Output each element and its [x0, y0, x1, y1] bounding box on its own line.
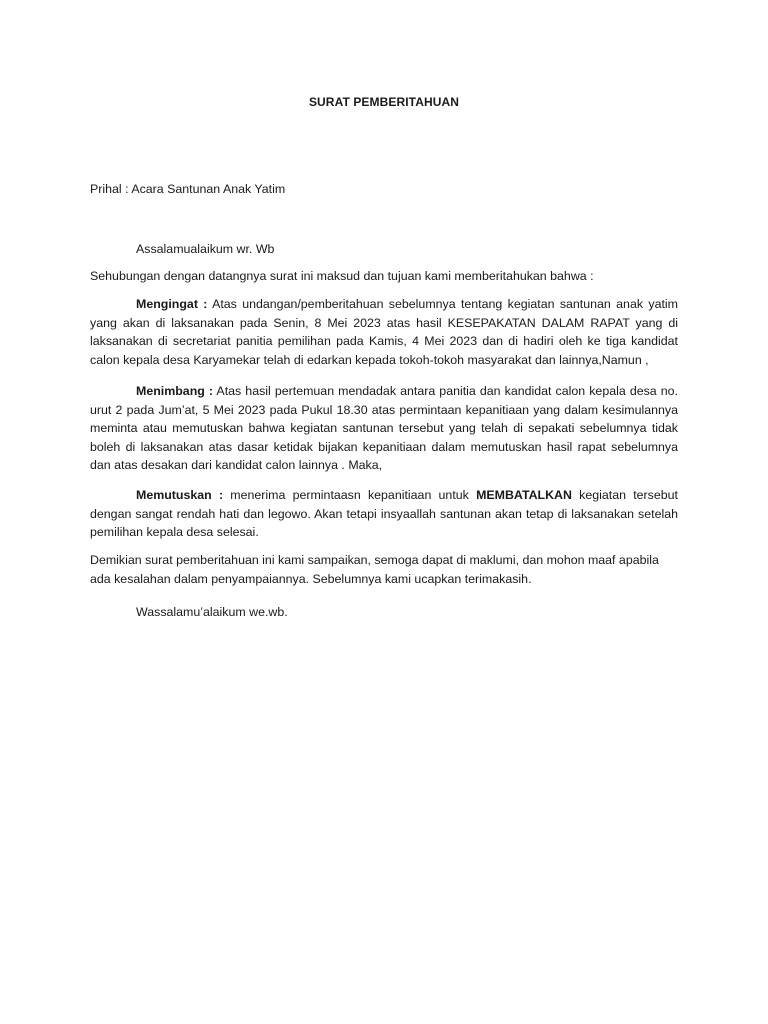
- memutuskan-text-before: menerima permintaasn kepanitiaan untuk: [223, 488, 477, 502]
- letter-title: SURAT PEMBERITAHUAN: [308, 95, 460, 109]
- memutuskan-text-after: kegiatan tersebut dengan sangat rendah hati dan legowo. Akan tetapi insyaallah santunan akan tetap di laksanakan setelah pemilihan kepala desa selesai.: [90, 488, 678, 539]
- letter-signoff: Wassalamu’alaikum we.wb.: [136, 605, 288, 619]
- letter-closing: Demikian surat pemberitahuan ini kami sampaikan, semoga dapat di maklumi, dan mohon maaf apabila ada kesalahan dalam penyampaiannya. Sebelumnya kami ucapkan terimakasih.: [90, 553, 659, 586]
- menimbang-text: Atas hasil pertemuan mendadak antara panitia dan kandidat calon kepala desa no. urut 2 pada Jum’at, 5 Mei 2023 pada Pukul 18.30 atas permintaan kepanitiaan yang dalam kesimulannya meminta atau memutuskan bahwa kegiatan santunan tersebut yang telah di sepakati sebelumnya tidak boleh di laksanakan atas dasar ketidak bijakan kepanitiaan dalam memutuskan hasil rapat sebelumnya dan atas desakan dari kandidat calon lainnya . Maka,: [90, 384, 678, 472]
- paragraph-mengingat: [90, 295, 678, 369]
- letter-intro: Sehubungan dengan datangnya surat ini maksud dan tujuan kami memberitahukan bahwa :: [90, 269, 594, 283]
- letter-subject: Prihal : Acara Santunan Anak Yatim: [90, 182, 286, 196]
- letter-greeting: Assalamualaikum wr. Wb: [136, 242, 275, 256]
- paragraph-menimbang: [90, 382, 678, 475]
- mengingat-label: Mengingat :: [136, 297, 208, 311]
- mengingat-text: Atas undangan/pemberitahuan sebelumnya tentang kegiatan santunan anak yatim yang akan di laksanakan pada Senin, 8 Mei 2023 atas hasil KESEPAKATAN DALAM RAPAT yang di laksanakan di secretariat panitia pemilihan pada Kamis, 4 Mei 2023 dan di hadiri oleh ke tiga kandidat calon kepala desa Karyamekar telah di edarkan kepada tokoh-tokoh masyarakat dan lainnya,Namun ,: [90, 297, 678, 367]
- paragraph-memutuskan: [90, 486, 678, 542]
- memutuskan-emphasis: MEMBATALKAN: [476, 488, 572, 502]
- memutuskan-label: Memutuskan :: [136, 488, 224, 502]
- menimbang-label: Menimbang :: [136, 384, 214, 398]
